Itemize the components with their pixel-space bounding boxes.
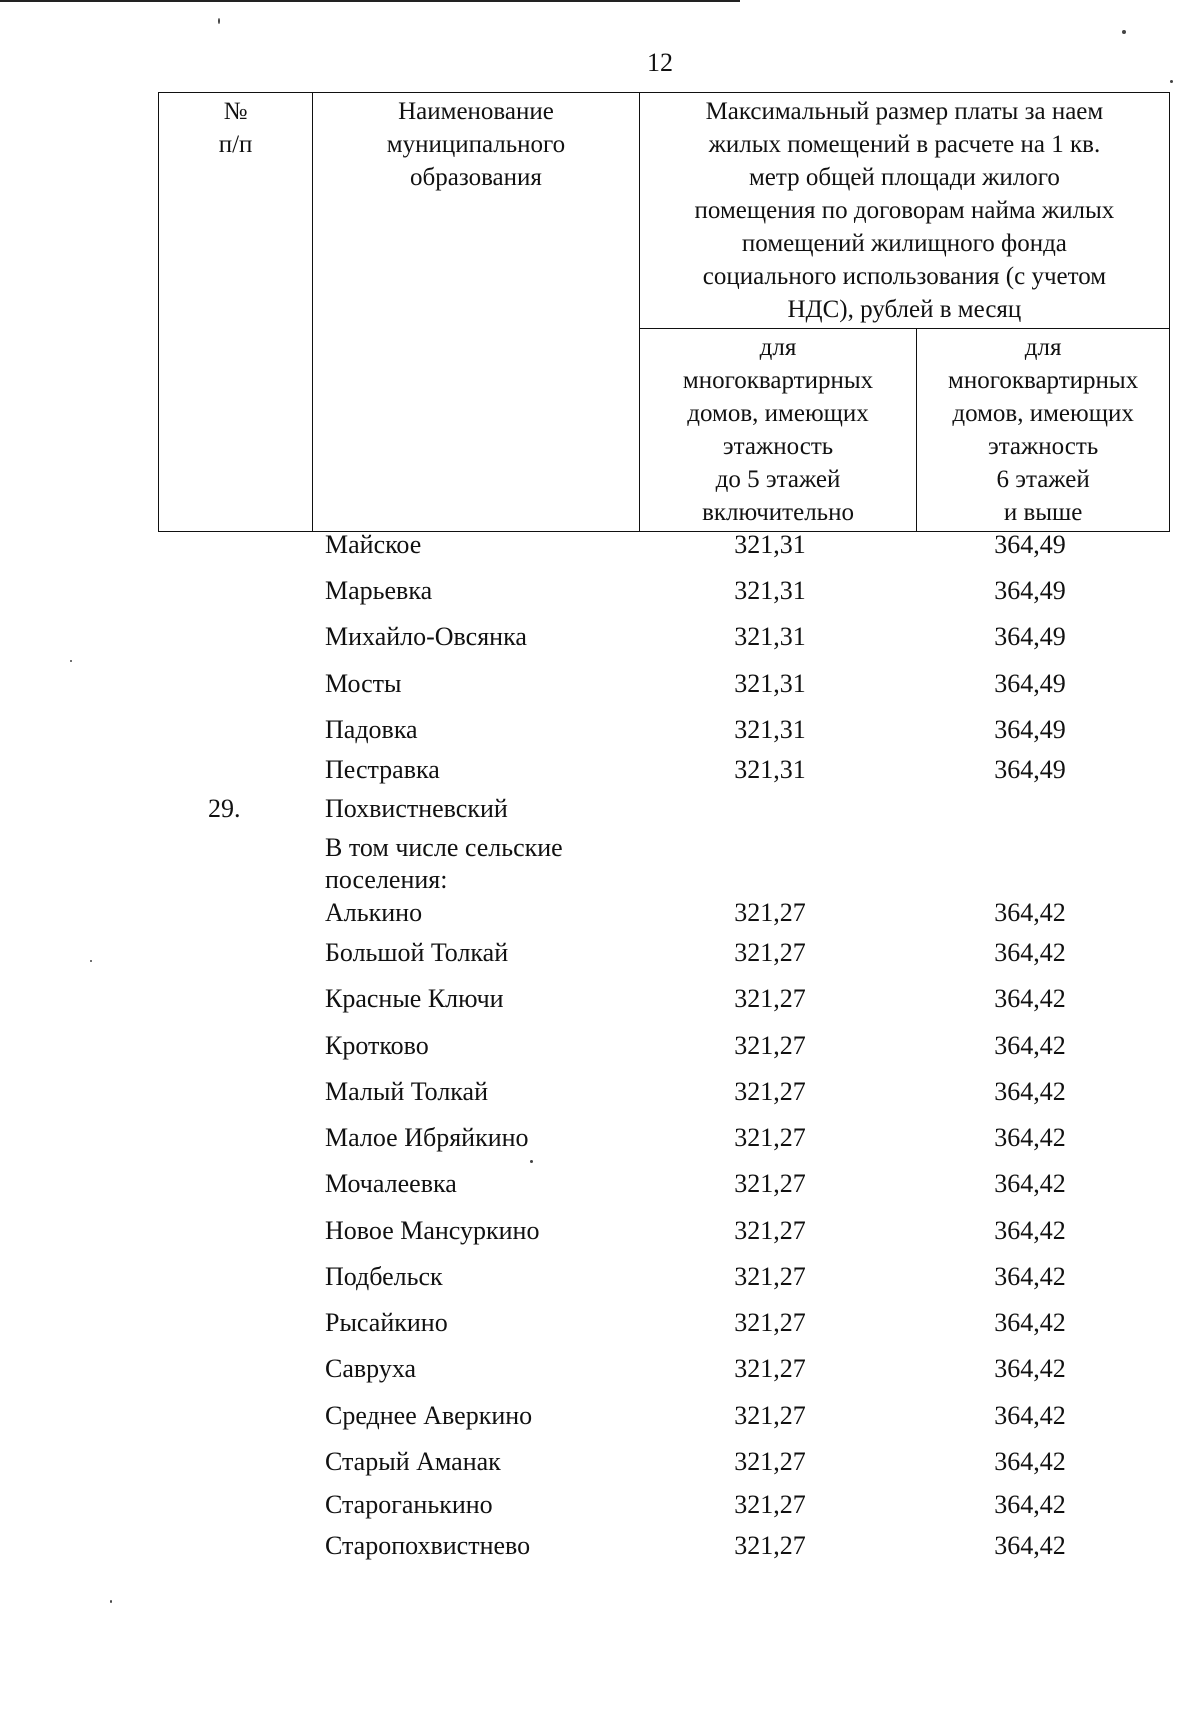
scan-speck [1170, 80, 1173, 83]
row-name: Алькино [325, 898, 423, 927]
row-name: поселения: [325, 865, 448, 894]
row-name: Марьевка [325, 576, 433, 605]
row-value-low: 321,27 [734, 1531, 806, 1560]
row-value-low: 321,27 [734, 1447, 806, 1476]
row-value-high: 364,42 [994, 1077, 1066, 1106]
row-name: Старый Аманак [325, 1447, 501, 1476]
row-value-low: 321,31 [734, 576, 806, 605]
scan-speck [1122, 30, 1126, 34]
scan-speck [218, 18, 220, 24]
row-value-low: 321,27 [734, 1123, 806, 1152]
row-name: Кротково [325, 1031, 429, 1060]
row-value-high: 364,49 [994, 622, 1066, 651]
row-value-low: 321,31 [734, 715, 806, 744]
row-value-high: 364,42 [994, 1031, 1066, 1060]
row-value-high: 364,42 [994, 1169, 1066, 1198]
row-name: Подбельск [325, 1262, 443, 1291]
row-value-high: 364,42 [994, 938, 1066, 967]
header-col-high [917, 329, 1170, 532]
row-value-high: 364,42 [994, 984, 1066, 1013]
header-col-name-text: Наименование муниципального образования [386, 98, 566, 191]
row-value-low: 321,31 [734, 669, 806, 698]
row-value-low: 321,31 [734, 530, 806, 559]
header-col-group-text: Максимальный размер платы за наем жилых помещений в расчете на 1 кв. метр общей площади жилого помещения по договорам найма жилых помещений жилищного фонда социального использования (с учетом НДС), рублей в месяц [694, 98, 1115, 323]
row-value-high: 364,42 [994, 1308, 1066, 1337]
row-value-high: 364,49 [994, 669, 1066, 698]
scan-speck [110, 1600, 112, 1603]
row-name: Мосты [325, 669, 402, 698]
row-name: Старопохвистнево [325, 1531, 531, 1560]
row-name: В том числе сельские [325, 833, 563, 862]
row-value-low: 321,27 [734, 1077, 806, 1106]
scan-speck [90, 960, 92, 962]
row-value-high: 364,42 [994, 1531, 1066, 1560]
row-value-high: 364,49 [994, 530, 1066, 559]
table-header [158, 92, 1170, 532]
row-name: Похвистневский [325, 794, 508, 823]
row-value-high: 364,49 [994, 755, 1066, 784]
header-col-low [639, 329, 916, 532]
scan-speck [530, 1160, 533, 1163]
row-name: Малый Толкай [325, 1077, 488, 1106]
row-value-low: 321,31 [734, 622, 806, 651]
row-name: Большой Толкай [325, 938, 509, 967]
page-number: 12 [647, 48, 673, 77]
row-value-low: 321,27 [734, 1262, 806, 1291]
row-value-low: 321,27 [734, 938, 806, 967]
row-value-high: 364,42 [994, 1354, 1066, 1383]
header-col-number [159, 93, 313, 532]
row-name: Новое Мансуркино [325, 1216, 540, 1245]
row-name: Михайло-Овсянка [325, 622, 527, 651]
row-name: Мочалеевка [325, 1169, 457, 1198]
row-value-high: 364,49 [994, 576, 1066, 605]
header-col-low-text: для многоквартирных домов, имеющих этажность до 5 этажей включительно [682, 334, 874, 526]
row-name: Малое Ибряйкино [325, 1123, 529, 1152]
row-name: Красные Ключи [325, 984, 504, 1013]
row-value-high: 364,42 [994, 1216, 1066, 1245]
row-value-low: 321,27 [734, 1354, 806, 1383]
row-value-low: 321,31 [734, 755, 806, 784]
row-name: Падовка [325, 715, 418, 744]
row-name: Рысайкино [325, 1308, 448, 1337]
row-value-high: 364,42 [994, 1401, 1066, 1430]
top-border-line [0, 0, 740, 2]
scan-speck [70, 660, 72, 662]
row-value-low: 321,27 [734, 898, 806, 927]
row-value-high: 364,42 [994, 1447, 1066, 1476]
row-value-high: 364,42 [994, 898, 1066, 927]
row-value-high: 364,42 [994, 1123, 1066, 1152]
row-name: Майское [325, 530, 422, 559]
row-value-low: 321,27 [734, 984, 806, 1013]
row-value-high: 364,42 [994, 1490, 1066, 1519]
row-value-low: 321,27 [734, 1169, 806, 1198]
row-name: Савруха [325, 1354, 417, 1383]
row-value-low: 321,27 [734, 1490, 806, 1519]
header-col-group [639, 93, 1169, 329]
header-col-name [313, 93, 640, 532]
row-value-low: 321,27 [734, 1308, 806, 1337]
header-col-number-text: № п/п [218, 98, 253, 158]
row-name: Среднее Аверкино [325, 1401, 533, 1430]
row-name: Пестравка [325, 755, 440, 784]
row-value-low: 321,27 [734, 1031, 806, 1060]
row-value-high: 364,49 [994, 715, 1066, 744]
header-col-high-text: для многоквартирных домов, имеющих этажность 6 этажей и выше [948, 334, 1139, 526]
row-number: 29. [208, 794, 241, 823]
row-value-low: 321,27 [734, 1216, 806, 1245]
row-name: Староганькино [325, 1490, 493, 1519]
row-value-high: 364,42 [994, 1262, 1066, 1291]
row-value-low: 321,27 [734, 1401, 806, 1430]
